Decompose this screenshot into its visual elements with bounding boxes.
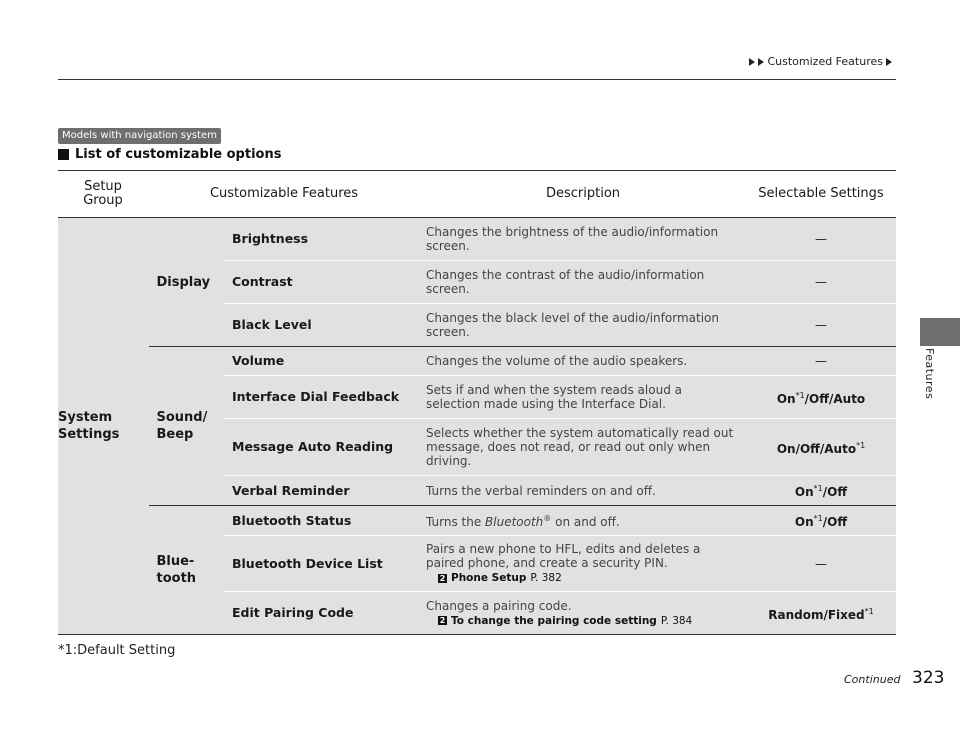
feature-name: Contrast [224,261,420,304]
feature-setting: Random/Fixed$^{*1}$ [746,592,896,635]
square-bullet-icon [58,149,69,160]
header-customizable-features: Customizable Features [148,171,420,218]
feature-description: Changes the black level of the audio/information screen. [420,304,746,347]
header-rule [58,79,896,80]
feature-name: Message Auto Reading [224,419,420,476]
breadcrumb-label[interactable]: Customized Features [767,55,883,68]
feature-setting: — [746,304,896,347]
table-row [58,347,896,376]
feature-description: Changes the brightness of the audio/information screen. [420,218,746,261]
feature-name: Interface Dial Feedback [224,376,420,419]
feature-name: Edit Pairing Code [224,592,420,635]
table-header-row [58,171,896,218]
feature-name: Black Level [224,304,420,347]
section-title-text: List of customizable options [75,147,282,162]
feature-name: Bluetooth Status [224,506,420,536]
feature-setting: — [746,218,896,261]
options-table [58,170,896,635]
cross-reference[interactable]: 2 To change the pairing code setting P. 384 [439,614,693,627]
header-selectable-settings: Selectable Settings [746,171,896,218]
feature-description: Changes the volume of the audio speakers. [420,347,746,376]
breadcrumb-arrow-icon [749,58,755,66]
feature-setting: On/Off/Auto$^{*1}$ [746,419,896,476]
subgroup-sound-beep: Sound/ Beep [148,347,224,506]
feature-description: Changes a pairing code. 2 To change the pairing code setting P. 384 [420,592,746,635]
section-title [58,147,281,162]
subgroup-display: Display [148,218,224,347]
table-row [58,218,896,261]
footnote: *1:Default Setting [58,643,176,658]
header-description: Description [420,171,746,218]
chapter-label[interactable]: Features [923,348,936,400]
page-number: 323 [912,668,945,688]
chapter-tab [920,318,960,346]
feature-description: Turns the Bluetooth® on and off. [420,506,746,536]
breadcrumb [749,55,892,68]
feature-setting: — [746,347,896,376]
cross-reference[interactable]: 2 Phone Setup P. 382 [439,572,562,584]
feature-name: Brightness [224,218,420,261]
feature-setting: On$^{*1}$/Off/Auto [746,376,896,419]
table-row [58,506,896,536]
feature-setting: On$^{*1}$/Off [746,506,896,536]
feature-setting: — [746,536,896,592]
reference-arrow-icon: 2 [439,573,446,583]
feature-description: Turns the verbal reminders on and off. [420,476,746,506]
breadcrumb-arrow-icon [758,58,764,66]
feature-name: Volume [224,347,420,376]
model-badge: Models with navigation system [58,128,221,144]
breadcrumb-arrow-icon [886,58,892,66]
feature-description: Selects whether the system automatically read out message, does not read, or read out only when driving. [420,419,746,476]
reference-arrow-icon: 2 [439,616,446,625]
feature-description: Changes the contrast of the audio/information screen. [420,261,746,304]
feature-name: Bluetooth Device List [224,536,420,592]
feature-name: Verbal Reminder [224,476,420,506]
feature-description: Sets if and when the system reads aloud a selection made using the Interface Dial. [420,376,746,419]
subgroup-bluetooth: Blue- tooth [148,506,224,635]
continued-label: Continued [844,673,901,686]
feature-description: Pairs a new phone to HFL, edits and deletes a paired phone, and create a security PIN. 2 Phone Setup P. 382 [420,536,746,592]
group-system-settings: System Settings [58,218,148,635]
header-setup-group: Setup Group [58,171,148,218]
feature-setting: On$^{*1}$/Off [746,476,896,506]
feature-setting: — [746,261,896,304]
